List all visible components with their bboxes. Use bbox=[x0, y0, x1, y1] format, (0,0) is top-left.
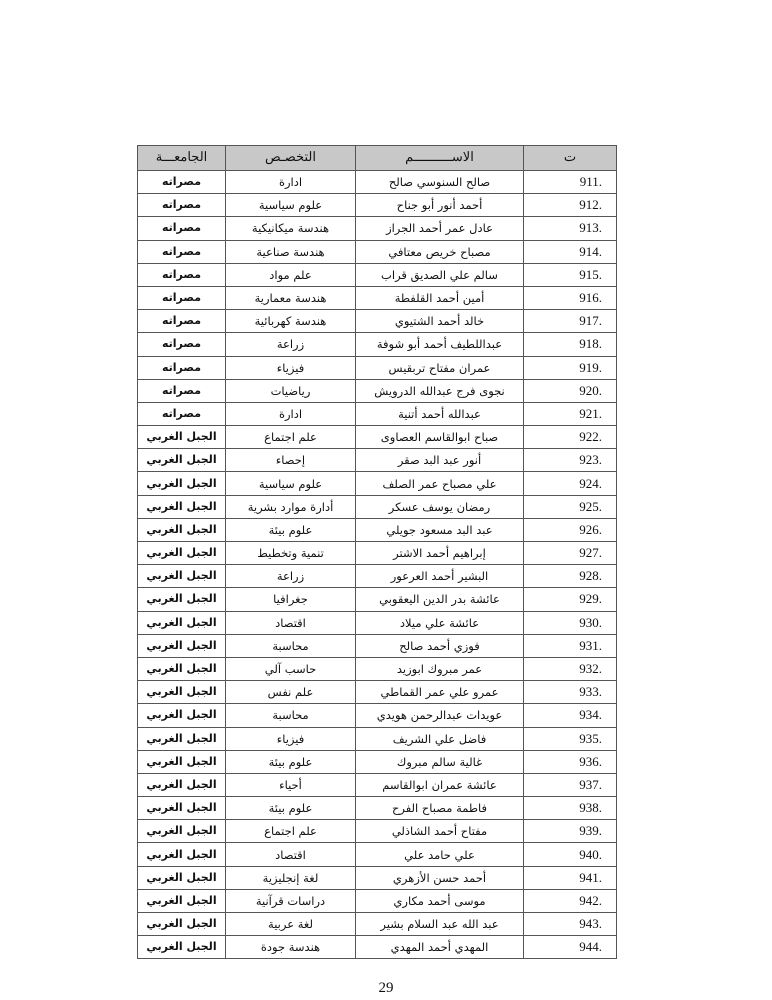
cell-university: الجبل الغربي bbox=[138, 773, 226, 796]
cell-number: 931. bbox=[524, 634, 617, 657]
cell-university: مصراته bbox=[138, 402, 226, 425]
header-specialization: التخصـص bbox=[226, 146, 356, 171]
table-row bbox=[138, 449, 617, 472]
table-row bbox=[138, 797, 617, 820]
cell-university: مصراته bbox=[138, 240, 226, 263]
cell-university: الجبل الغربي bbox=[138, 727, 226, 750]
cell-number: 938. bbox=[524, 797, 617, 820]
cell-university: الجبل الغربي bbox=[138, 843, 226, 866]
table-header-row bbox=[138, 146, 617, 171]
cell-university: مصراته bbox=[138, 194, 226, 217]
table-row bbox=[138, 750, 617, 773]
cell-number: 924. bbox=[524, 472, 617, 495]
cell-specialization: لغة عربية bbox=[226, 913, 356, 936]
cell-name: عمر مبروك ابوزيد bbox=[356, 657, 524, 680]
table-row bbox=[138, 286, 617, 309]
cell-specialization: ادارة bbox=[226, 171, 356, 194]
table-row bbox=[138, 913, 617, 936]
cell-name: خالد أحمد الشتيوي bbox=[356, 310, 524, 333]
cell-name: رمضان يوسف عسكر bbox=[356, 495, 524, 518]
cell-number: 920. bbox=[524, 379, 617, 402]
cell-specialization: رياضيات bbox=[226, 379, 356, 402]
cell-specialization: هندسة ميكانيكية bbox=[226, 217, 356, 240]
cell-specialization: علم اجتماع bbox=[226, 820, 356, 843]
cell-university: مصراته bbox=[138, 356, 226, 379]
cell-university: مصراته bbox=[138, 379, 226, 402]
cell-specialization: أحياء bbox=[226, 773, 356, 796]
table-row bbox=[138, 194, 617, 217]
cell-university: الجبل الغربي bbox=[138, 889, 226, 912]
cell-name: عبد البد مسعود جويلي bbox=[356, 518, 524, 541]
cell-specialization: فيزياء bbox=[226, 727, 356, 750]
table-row bbox=[138, 889, 617, 912]
cell-number: 934. bbox=[524, 704, 617, 727]
table-row bbox=[138, 634, 617, 657]
cell-number: 935. bbox=[524, 727, 617, 750]
cell-specialization: علم نفس bbox=[226, 681, 356, 704]
cell-specialization: هندسة كهربائية bbox=[226, 310, 356, 333]
cell-number: 925. bbox=[524, 495, 617, 518]
cell-specialization: هندسة صناعية bbox=[226, 240, 356, 263]
cell-name: عبدالله أحمد أتنية bbox=[356, 402, 524, 425]
table-row bbox=[138, 704, 617, 727]
table-row bbox=[138, 542, 617, 565]
cell-university: الجبل الغربي bbox=[138, 472, 226, 495]
cell-name: صالح السنوسي صالح bbox=[356, 171, 524, 194]
table-row bbox=[138, 426, 617, 449]
table-row bbox=[138, 310, 617, 333]
cell-specialization: هندسة معمارية bbox=[226, 286, 356, 309]
cell-number: 937. bbox=[524, 773, 617, 796]
cell-specialization: علوم سياسية bbox=[226, 194, 356, 217]
cell-specialization: علوم سياسية bbox=[226, 472, 356, 495]
cell-number: 933. bbox=[524, 681, 617, 704]
cell-number: 921. bbox=[524, 402, 617, 425]
cell-name: علي حامد علي bbox=[356, 843, 524, 866]
cell-specialization: علم اجتماع bbox=[226, 426, 356, 449]
cell-name: البشير أحمد العرعور bbox=[356, 565, 524, 588]
cell-university: الجبل الغربي bbox=[138, 426, 226, 449]
cell-number: 926. bbox=[524, 518, 617, 541]
table-row bbox=[138, 472, 617, 495]
cell-specialization: اقتصاد bbox=[226, 611, 356, 634]
table-row bbox=[138, 379, 617, 402]
cell-university: مصراته bbox=[138, 333, 226, 356]
cell-number: 939. bbox=[524, 820, 617, 843]
cell-specialization: حاسب آلي bbox=[226, 657, 356, 680]
cell-university: مصراته bbox=[138, 286, 226, 309]
cell-specialization: اقتصاد bbox=[226, 843, 356, 866]
cell-number: 930. bbox=[524, 611, 617, 634]
students-table bbox=[137, 145, 617, 959]
table-row bbox=[138, 171, 617, 194]
cell-university: الجبل الغربي bbox=[138, 820, 226, 843]
cell-name: سالم علي الصديق قراب bbox=[356, 263, 524, 286]
page-number: 29 bbox=[378, 980, 394, 996]
cell-number: 928. bbox=[524, 565, 617, 588]
cell-university: الجبل الغربي bbox=[138, 797, 226, 820]
cell-number: 932. bbox=[524, 657, 617, 680]
cell-specialization: علوم بيئة bbox=[226, 750, 356, 773]
cell-name: فاضل علي الشريف bbox=[356, 727, 524, 750]
cell-name: عويدات عبدالرحمن هويدي bbox=[356, 704, 524, 727]
cell-university: الجبل الغربي bbox=[138, 495, 226, 518]
table-row bbox=[138, 565, 617, 588]
cell-university: الجبل الغربي bbox=[138, 611, 226, 634]
cell-university: الجبل الغربي bbox=[138, 634, 226, 657]
cell-university: مصراته bbox=[138, 171, 226, 194]
cell-university: الجبل الغربي bbox=[138, 565, 226, 588]
table-row bbox=[138, 727, 617, 750]
cell-specialization: جغرافيا bbox=[226, 588, 356, 611]
cell-university: الجبل الغربي bbox=[138, 750, 226, 773]
cell-name: أنور عبد البد صقر bbox=[356, 449, 524, 472]
cell-specialization: هندسة جودة bbox=[226, 936, 356, 959]
cell-specialization: ادارة bbox=[226, 402, 356, 425]
table-row bbox=[138, 681, 617, 704]
cell-number: 912. bbox=[524, 194, 617, 217]
cell-name: عبد الله عبد السلام بشير bbox=[356, 913, 524, 936]
cell-university: الجبل الغربي bbox=[138, 518, 226, 541]
cell-university: الجبل الغربي bbox=[138, 681, 226, 704]
cell-number: 913. bbox=[524, 217, 617, 240]
cell-number: 915. bbox=[524, 263, 617, 286]
cell-number: 922. bbox=[524, 426, 617, 449]
cell-specialization: علوم بيئة bbox=[226, 797, 356, 820]
cell-number: 916. bbox=[524, 286, 617, 309]
cell-name: عائشة بدر الدين اليعقوبي bbox=[356, 588, 524, 611]
cell-specialization: دراسات قرآنية bbox=[226, 889, 356, 912]
cell-name: علي مصباح عمر الصلف bbox=[356, 472, 524, 495]
table-row bbox=[138, 936, 617, 959]
cell-name: موسى أحمد مكاري bbox=[356, 889, 524, 912]
cell-name: عادل عمر أحمد الجراز bbox=[356, 217, 524, 240]
cell-number: 914. bbox=[524, 240, 617, 263]
cell-number: 917. bbox=[524, 310, 617, 333]
cell-specialization: علوم بيئة bbox=[226, 518, 356, 541]
header-university: الجامعـــة bbox=[138, 146, 226, 171]
cell-name: أحمد حسن الأزهري bbox=[356, 866, 524, 889]
cell-specialization: إحصاء bbox=[226, 449, 356, 472]
cell-university: الجبل الغربي bbox=[138, 704, 226, 727]
table-row bbox=[138, 217, 617, 240]
cell-name: فوزي أحمد صالح bbox=[356, 634, 524, 657]
cell-university: مصراته bbox=[138, 263, 226, 286]
cell-university: الجبل الغربي bbox=[138, 936, 226, 959]
cell-specialization: فيزياء bbox=[226, 356, 356, 379]
cell-university: الجبل الغربي bbox=[138, 866, 226, 889]
cell-name: صباح ابوالقاسم العصاوى bbox=[356, 426, 524, 449]
cell-specialization: علم مواد bbox=[226, 263, 356, 286]
table-row bbox=[138, 773, 617, 796]
cell-name: إبراهيم أحمد الاشتر bbox=[356, 542, 524, 565]
cell-specialization: زراعة bbox=[226, 565, 356, 588]
table-row bbox=[138, 611, 617, 634]
cell-name: نجوى فرج عبدالله الدرويش bbox=[356, 379, 524, 402]
cell-university: مصراته bbox=[138, 310, 226, 333]
cell-number: 944. bbox=[524, 936, 617, 959]
cell-university: الجبل الغربي bbox=[138, 449, 226, 472]
cell-specialization: محاسبة bbox=[226, 704, 356, 727]
cell-specialization: محاسبة bbox=[226, 634, 356, 657]
cell-number: 919. bbox=[524, 356, 617, 379]
table-body bbox=[138, 171, 617, 959]
cell-university: الجبل الغربي bbox=[138, 913, 226, 936]
cell-university: الجبل الغربي bbox=[138, 542, 226, 565]
table-row bbox=[138, 240, 617, 263]
table-row bbox=[138, 263, 617, 286]
cell-name: عمران مفتاح تربقيس bbox=[356, 356, 524, 379]
table-row bbox=[138, 843, 617, 866]
cell-number: 929. bbox=[524, 588, 617, 611]
table-row bbox=[138, 866, 617, 889]
students-table-container bbox=[137, 145, 616, 959]
cell-name: أمين أحمد القلفطة bbox=[356, 286, 524, 309]
table-row bbox=[138, 495, 617, 518]
cell-name: المهدي أحمد المهدي bbox=[356, 936, 524, 959]
cell-number: 942. bbox=[524, 889, 617, 912]
cell-number: 941. bbox=[524, 866, 617, 889]
table-row bbox=[138, 402, 617, 425]
header-name: الاســــــــــم bbox=[356, 146, 524, 171]
cell-specialization: لغة إنجليزية bbox=[226, 866, 356, 889]
cell-number: 940. bbox=[524, 843, 617, 866]
table-row bbox=[138, 820, 617, 843]
cell-name: عبداللطيف أحمد أبو شوفة bbox=[356, 333, 524, 356]
table-row bbox=[138, 356, 617, 379]
table-row bbox=[138, 518, 617, 541]
cell-name: عمرو علي عمر القماطي bbox=[356, 681, 524, 704]
cell-name: عائشة علي ميلاد bbox=[356, 611, 524, 634]
cell-number: 936. bbox=[524, 750, 617, 773]
cell-number: 911. bbox=[524, 171, 617, 194]
cell-university: مصراته bbox=[138, 217, 226, 240]
cell-name: غالية سالم مبروك bbox=[356, 750, 524, 773]
cell-number: 923. bbox=[524, 449, 617, 472]
cell-specialization: زراعة bbox=[226, 333, 356, 356]
header-number: ت bbox=[524, 146, 617, 171]
cell-specialization: أدارة موارد بشرية bbox=[226, 495, 356, 518]
cell-name: مفتاح أحمد الشاذلي bbox=[356, 820, 524, 843]
cell-name: أحمد أنور أبو جناح bbox=[356, 194, 524, 217]
cell-number: 927. bbox=[524, 542, 617, 565]
cell-university: الجبل الغربي bbox=[138, 588, 226, 611]
cell-name: فاطمة مصباح الفرح bbox=[356, 797, 524, 820]
table-row bbox=[138, 588, 617, 611]
cell-number: 943. bbox=[524, 913, 617, 936]
table-row bbox=[138, 657, 617, 680]
cell-number: 918. bbox=[524, 333, 617, 356]
cell-specialization: تنمية وتخطيط bbox=[226, 542, 356, 565]
cell-name: عائشة عمران ابوالقاسم bbox=[356, 773, 524, 796]
table-row bbox=[138, 333, 617, 356]
cell-name: مصباح خريص معتافي bbox=[356, 240, 524, 263]
cell-university: الجبل الغربي bbox=[138, 657, 226, 680]
